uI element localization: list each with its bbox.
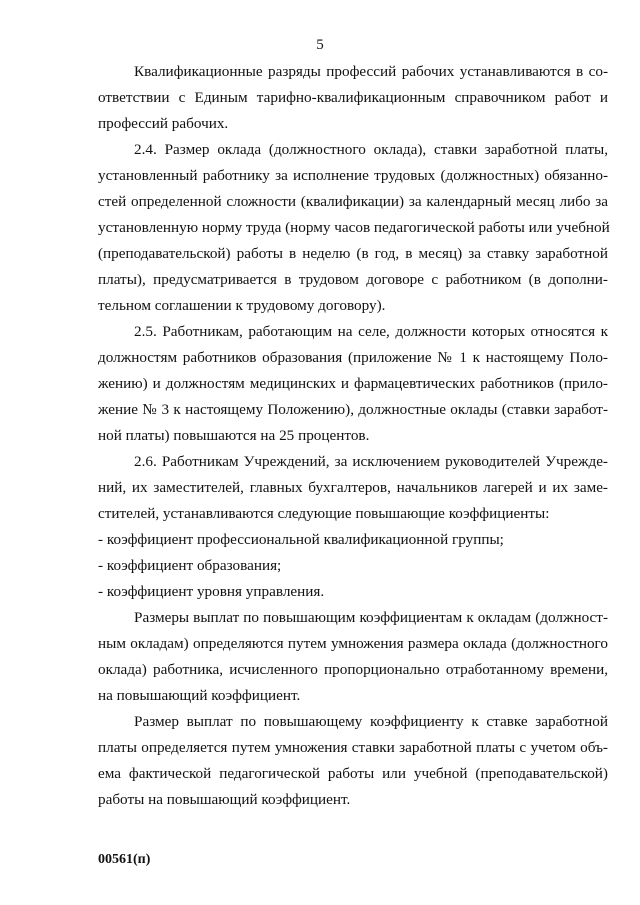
text-line: Размер выплат по повышающему коэффициенту к ставке заработной: [134, 713, 608, 730]
text-line: (преподавательской) работы в неделю (в год, в месяц) за ставку заработной: [98, 245, 608, 262]
footer-code: 00561(п): [98, 852, 151, 867]
text-line: платы), предусматривается в трудовом договоре с работником (в дополни-: [98, 271, 608, 288]
text-line: жение № 3 к настоящему Положению), должностные оклады (ставки заработ-: [98, 401, 608, 418]
text-line: работы на повышающий коэффициент.: [98, 791, 351, 808]
list-item: - коэффициент профессиональной квалификационной группы;: [98, 531, 504, 548]
text-line: 2.4. Размер оклада (должностного оклада), ставки заработной платы,: [134, 141, 608, 158]
text-line: профессий рабочих.: [98, 115, 229, 132]
text-line: платы определяется путем умножения ставки заработной платы с учетом объ-: [98, 739, 608, 756]
text-line: ответствии с Единым тарифно-квалификационным справочником работ и: [98, 89, 608, 106]
text-line: 2.5. Работникам, работающим на селе, должности которых относятся к: [134, 323, 608, 340]
text-line: ным окладам) определяются путем умножения размера оклада (должностного: [98, 635, 608, 652]
text-line: Размеры выплат по повышающим коэффициентам к окладам (должност-: [134, 609, 608, 626]
page-number: 5: [316, 37, 324, 53]
text-line: на повышающий коэффициент.: [98, 687, 301, 704]
text-line: ема фактической педагогической работы или учебной (преподавательской): [98, 765, 608, 782]
text-line: установленный работнику за исполнение трудовых (должностных) обязанно-: [98, 167, 608, 184]
text-line: Квалификационные разряды профессий рабочих устанавливаются в со-: [134, 63, 608, 80]
list-item: - коэффициент образования;: [98, 557, 282, 574]
text-line: стителей, устанавливаются следующие повышающие коэффициенты:: [98, 505, 550, 522]
text-line: ний, их заместителей, главных бухгалтеров, начальников лагерей и их заме-: [98, 479, 608, 496]
text-line: жению) и должностям медицинских и фармацевтических работников (прило-: [98, 375, 608, 392]
text-line: стей определенной сложности (квалификации) за календарный месяц либо за: [98, 193, 608, 210]
text-line: оклада) работника, исчисленного пропорционально отработанному времени,: [98, 661, 608, 678]
text-line: ной платы) повышаются на 25 процентов.: [98, 427, 370, 444]
list-item: - коэффициент уровня управления.: [98, 583, 325, 600]
text-line: 2.6. Работникам Учреждений, за исключением руководителей Учрежде-: [134, 453, 608, 470]
text-line: должностям работников образования (приложение № 1 к настоящему Поло-: [98, 349, 608, 366]
text-line: установленную норму труда (норму часов педагогической работы или учебной: [98, 219, 610, 236]
text-line: тельном соглашении к трудовому договору).: [98, 297, 386, 314]
